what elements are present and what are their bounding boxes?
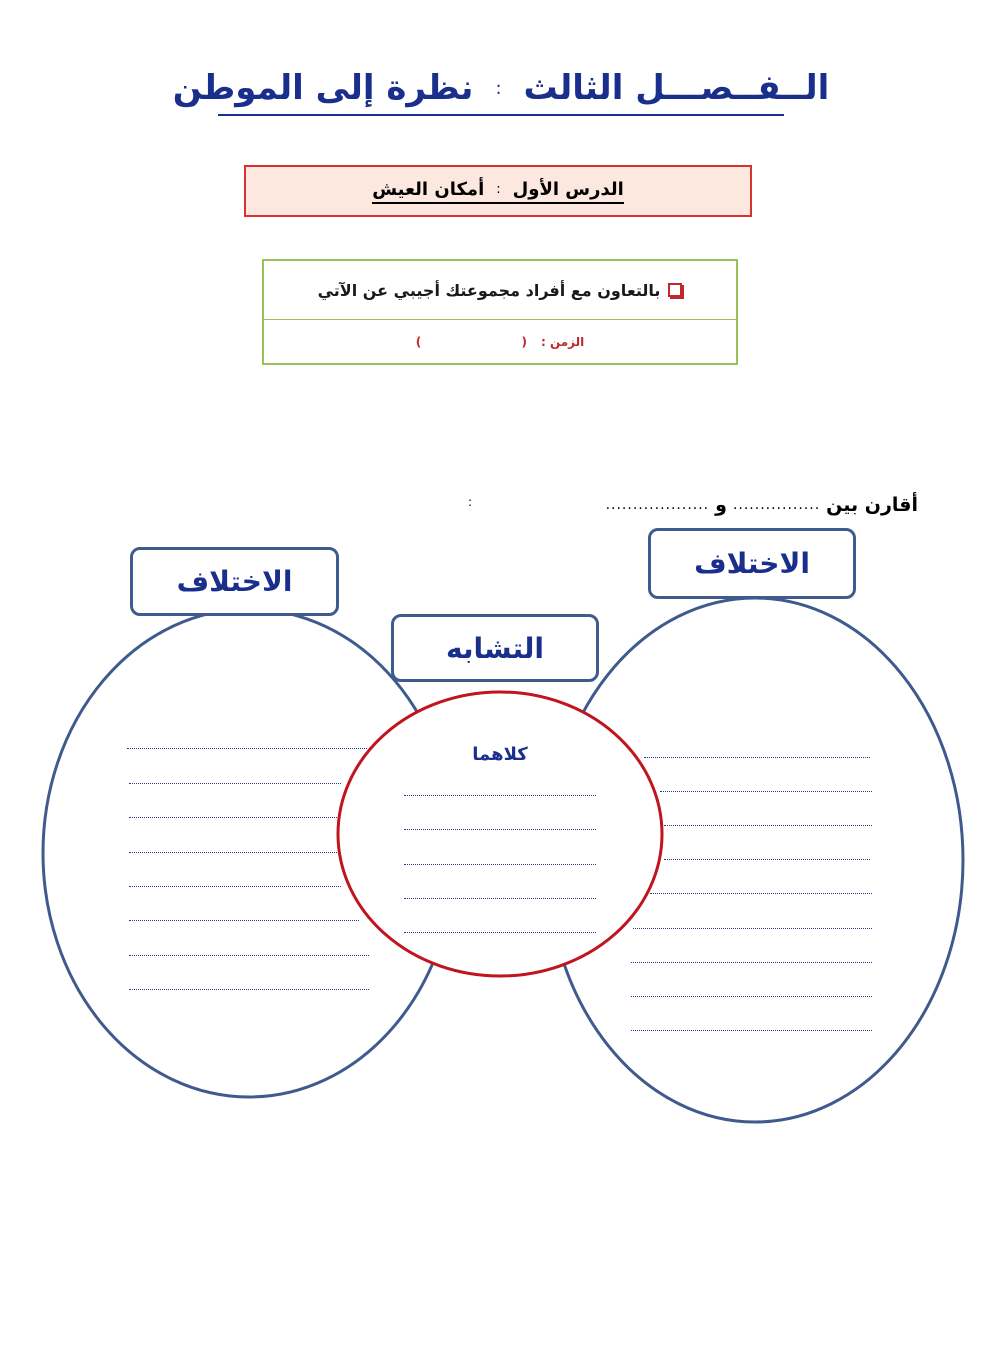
middle-answer-line[interactable]: [404, 864, 596, 865]
middle-answer-line[interactable]: [404, 795, 596, 796]
compare-blank-1[interactable]: ................: [732, 497, 821, 513]
chapter-label: الــفــصـــل الثالث: [523, 68, 830, 108]
right-answer-line[interactable]: [633, 928, 872, 929]
time-field[interactable]: ( ): [415, 335, 527, 349]
right-answer-line[interactable]: [631, 962, 872, 963]
middle-answer-line[interactable]: [404, 898, 596, 899]
left-answer-line[interactable]: [129, 783, 341, 784]
time-label: الزمن :: [540, 335, 585, 349]
left-answer-line[interactable]: [129, 920, 359, 921]
right-answer-line[interactable]: [664, 859, 870, 860]
both-label: كلاهما: [472, 744, 528, 765]
right-answer-line[interactable]: [664, 825, 872, 826]
left-answer-line[interactable]: [129, 886, 341, 887]
middle-answer-line[interactable]: [404, 932, 596, 933]
right-answer-line[interactable]: [631, 996, 872, 997]
right-answer-line[interactable]: [660, 791, 872, 792]
compare-colon: :: [468, 495, 473, 509]
middle-answer-line[interactable]: [404, 829, 596, 830]
chapter-name: نظرة إلى الموطن: [172, 68, 474, 108]
right-answer-line[interactable]: [631, 1030, 872, 1031]
left-answer-line[interactable]: [129, 817, 337, 818]
lesson-name: أمكان العيش: [372, 178, 485, 200]
compare-and: و: [715, 494, 727, 516]
difference-header-left: الاختلاف: [130, 547, 339, 616]
similarity-header: التشابه: [391, 614, 599, 682]
compare-blank-2[interactable]: ...................: [605, 497, 710, 513]
task-instruction: بالتعاون مع أفراد مجموعتك أجيبي عن الآتي: [317, 280, 661, 300]
chapter-separator: :: [495, 77, 502, 99]
left-answer-line[interactable]: [127, 748, 367, 749]
right-answer-line[interactable]: [650, 893, 872, 894]
middle-circle: [338, 692, 662, 976]
left-answer-line[interactable]: [129, 852, 337, 853]
lesson-label: الدرس الأول: [512, 178, 624, 200]
lesson-separator: :: [496, 181, 501, 197]
left-answer-line[interactable]: [129, 989, 369, 990]
left-answer-line[interactable]: [129, 955, 369, 956]
right-answer-line[interactable]: [644, 757, 870, 758]
difference-header-right: الاختلاف: [648, 528, 856, 599]
compare-prefix: أقارن بين: [826, 494, 918, 516]
